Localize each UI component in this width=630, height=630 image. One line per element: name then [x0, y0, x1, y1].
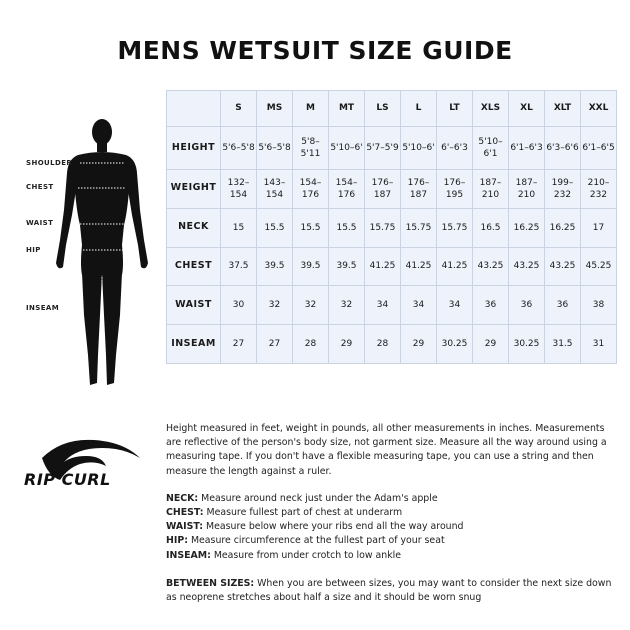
table-row — [167, 169, 617, 208]
table-cell: 38 — [581, 286, 617, 325]
table-row — [167, 247, 617, 286]
row-header: WEIGHT — [167, 169, 221, 208]
table-cell: 6'1–6'3 — [509, 127, 545, 170]
table-cell: 6'–6'3 — [437, 127, 473, 170]
size-header: LT — [437, 91, 473, 127]
table-cell: 15.75 — [401, 208, 437, 247]
table-cell: 210–232 — [581, 169, 617, 208]
table-cell: 187–210 — [473, 169, 509, 208]
table-cell: 15.5 — [329, 208, 365, 247]
label-shoulder: SHOULDER — [26, 159, 73, 167]
table-cell: 5'10–6'1 — [473, 127, 509, 170]
row-header: INSEAM — [167, 325, 221, 364]
table-cell: 15 — [221, 208, 257, 247]
between-sizes-note: BETWEEN SIZES: When you are between sizes, you may want to consider the next size down as neoprene stretches about half a size and it should be worn snug — [166, 577, 612, 604]
size-header: XL — [509, 91, 545, 127]
table-cell: 37.5 — [221, 247, 257, 286]
table-row — [167, 208, 617, 247]
table-cell: 15.75 — [365, 208, 401, 247]
size-header: MS — [257, 91, 293, 127]
table-cell: 31.5 — [545, 325, 581, 364]
table-cell: 29 — [401, 325, 437, 364]
table-cell: 27 — [257, 325, 293, 364]
size-header: XLS — [473, 91, 509, 127]
table-cell: 41.25 — [401, 247, 437, 286]
measurement-notes — [166, 422, 616, 605]
table-cell: 29 — [473, 325, 509, 364]
table-cell: 17 — [581, 208, 617, 247]
table-cell: 30.25 — [509, 325, 545, 364]
size-header: L — [401, 91, 437, 127]
table-cell: 39.5 — [257, 247, 293, 286]
table-cell: 41.25 — [365, 247, 401, 286]
table-cell: 43.25 — [545, 247, 581, 286]
table-cell: 32 — [257, 286, 293, 325]
label-inseam: INSEAM — [26, 304, 60, 312]
page-title: MENS WETSUIT SIZE GUIDE — [117, 36, 513, 65]
table-cell: 41.25 — [437, 247, 473, 286]
definition-item: HIP: Measure circumference at the fullest part of your seat — [166, 535, 445, 547]
row-header: CHEST — [167, 247, 221, 286]
table-cell: 143–154 — [257, 169, 293, 208]
definition-item: WAIST: Measure below where your ribs end all the way around — [166, 521, 464, 533]
table-cell: 32 — [293, 286, 329, 325]
table-cell: 29 — [329, 325, 365, 364]
table-cell: 30.25 — [437, 325, 473, 364]
table-cell: 27 — [221, 325, 257, 364]
table-cell: 30 — [221, 286, 257, 325]
table-cell: 43.25 — [509, 247, 545, 286]
table-cell: 5'10–6' — [329, 127, 365, 170]
size-header: XXL — [581, 91, 617, 127]
rip-curl-logo-text: RIP CURL — [24, 470, 111, 489]
table-cell: 31 — [581, 325, 617, 364]
table-cell: 36 — [473, 286, 509, 325]
table-cell: 5'6–5'8 — [257, 127, 293, 170]
table-cell: 199–232 — [545, 169, 581, 208]
table-cell: 154–176 — [329, 169, 365, 208]
size-header: MT — [329, 91, 365, 127]
size-chart-table — [166, 90, 617, 364]
row-header: WAIST — [167, 286, 221, 325]
table-header-row — [167, 91, 617, 127]
table-cell: 132–154 — [221, 169, 257, 208]
table-cell: 176–187 — [401, 169, 437, 208]
notes-intro: Height measured in feet, weight in pounds, all other measurements in inches. Measurements are reflective of the person's body size, not garment size. Measure all the way around using a measuring tape. If you don't have a flexible measuring tape, you can use a string and then measure the length against a ruler. — [166, 423, 607, 477]
definition-item: NECK: Measure around neck just under the Adam's apple — [166, 492, 438, 504]
table-cell: 176–187 — [365, 169, 401, 208]
table-cell: 16.25 — [545, 208, 581, 247]
table-cell: 39.5 — [329, 247, 365, 286]
table-cell: 28 — [365, 325, 401, 364]
table-cell: 5'6–5'8 — [221, 127, 257, 170]
label-waist: WAIST — [26, 219, 54, 227]
table-cell: 28 — [293, 325, 329, 364]
table-row — [167, 286, 617, 325]
table-row — [167, 325, 617, 364]
table-cell: 15.5 — [257, 208, 293, 247]
table-cell: 32 — [329, 286, 365, 325]
table-cell: 176–195 — [437, 169, 473, 208]
row-header: HEIGHT — [167, 127, 221, 170]
table-cell: 5'7–5'9 — [365, 127, 401, 170]
row-header: NECK — [167, 208, 221, 247]
table-cell: 15.5 — [293, 208, 329, 247]
table-cell: 5'8–5'11 — [293, 127, 329, 170]
table-cell: 45.25 — [581, 247, 617, 286]
table-cell: 5'10–6' — [401, 127, 437, 170]
definition-item: CHEST: Measure fullest part of chest at underarm — [166, 507, 403, 519]
table-cell: 36 — [509, 286, 545, 325]
header-blank — [167, 91, 221, 127]
table-cell: 6'1–6'5 — [581, 127, 617, 170]
definitions-list — [166, 492, 616, 563]
table-row — [167, 127, 617, 170]
label-hip: HIP — [26, 246, 41, 254]
table-cell: 34 — [365, 286, 401, 325]
table-cell: 16.5 — [473, 208, 509, 247]
table-cell: 154–176 — [293, 169, 329, 208]
size-header: LS — [365, 91, 401, 127]
body-silhouette — [20, 115, 170, 395]
table-cell: 34 — [401, 286, 437, 325]
label-chest: CHEST — [26, 183, 54, 191]
table-cell: 43.25 — [473, 247, 509, 286]
table-cell: 34 — [437, 286, 473, 325]
table-cell: 187–210 — [509, 169, 545, 208]
table-cell: 36 — [545, 286, 581, 325]
size-header: M — [293, 91, 329, 127]
table-cell: 15.75 — [437, 208, 473, 247]
table-cell: 39.5 — [293, 247, 329, 286]
definition-item: INSEAM: Measure from under crotch to low ankle — [166, 549, 402, 561]
size-header: XLT — [545, 91, 581, 127]
size-header: S — [221, 91, 257, 127]
table-cell: 16.25 — [509, 208, 545, 247]
table-cell: 6'3–6'6 — [545, 127, 581, 170]
